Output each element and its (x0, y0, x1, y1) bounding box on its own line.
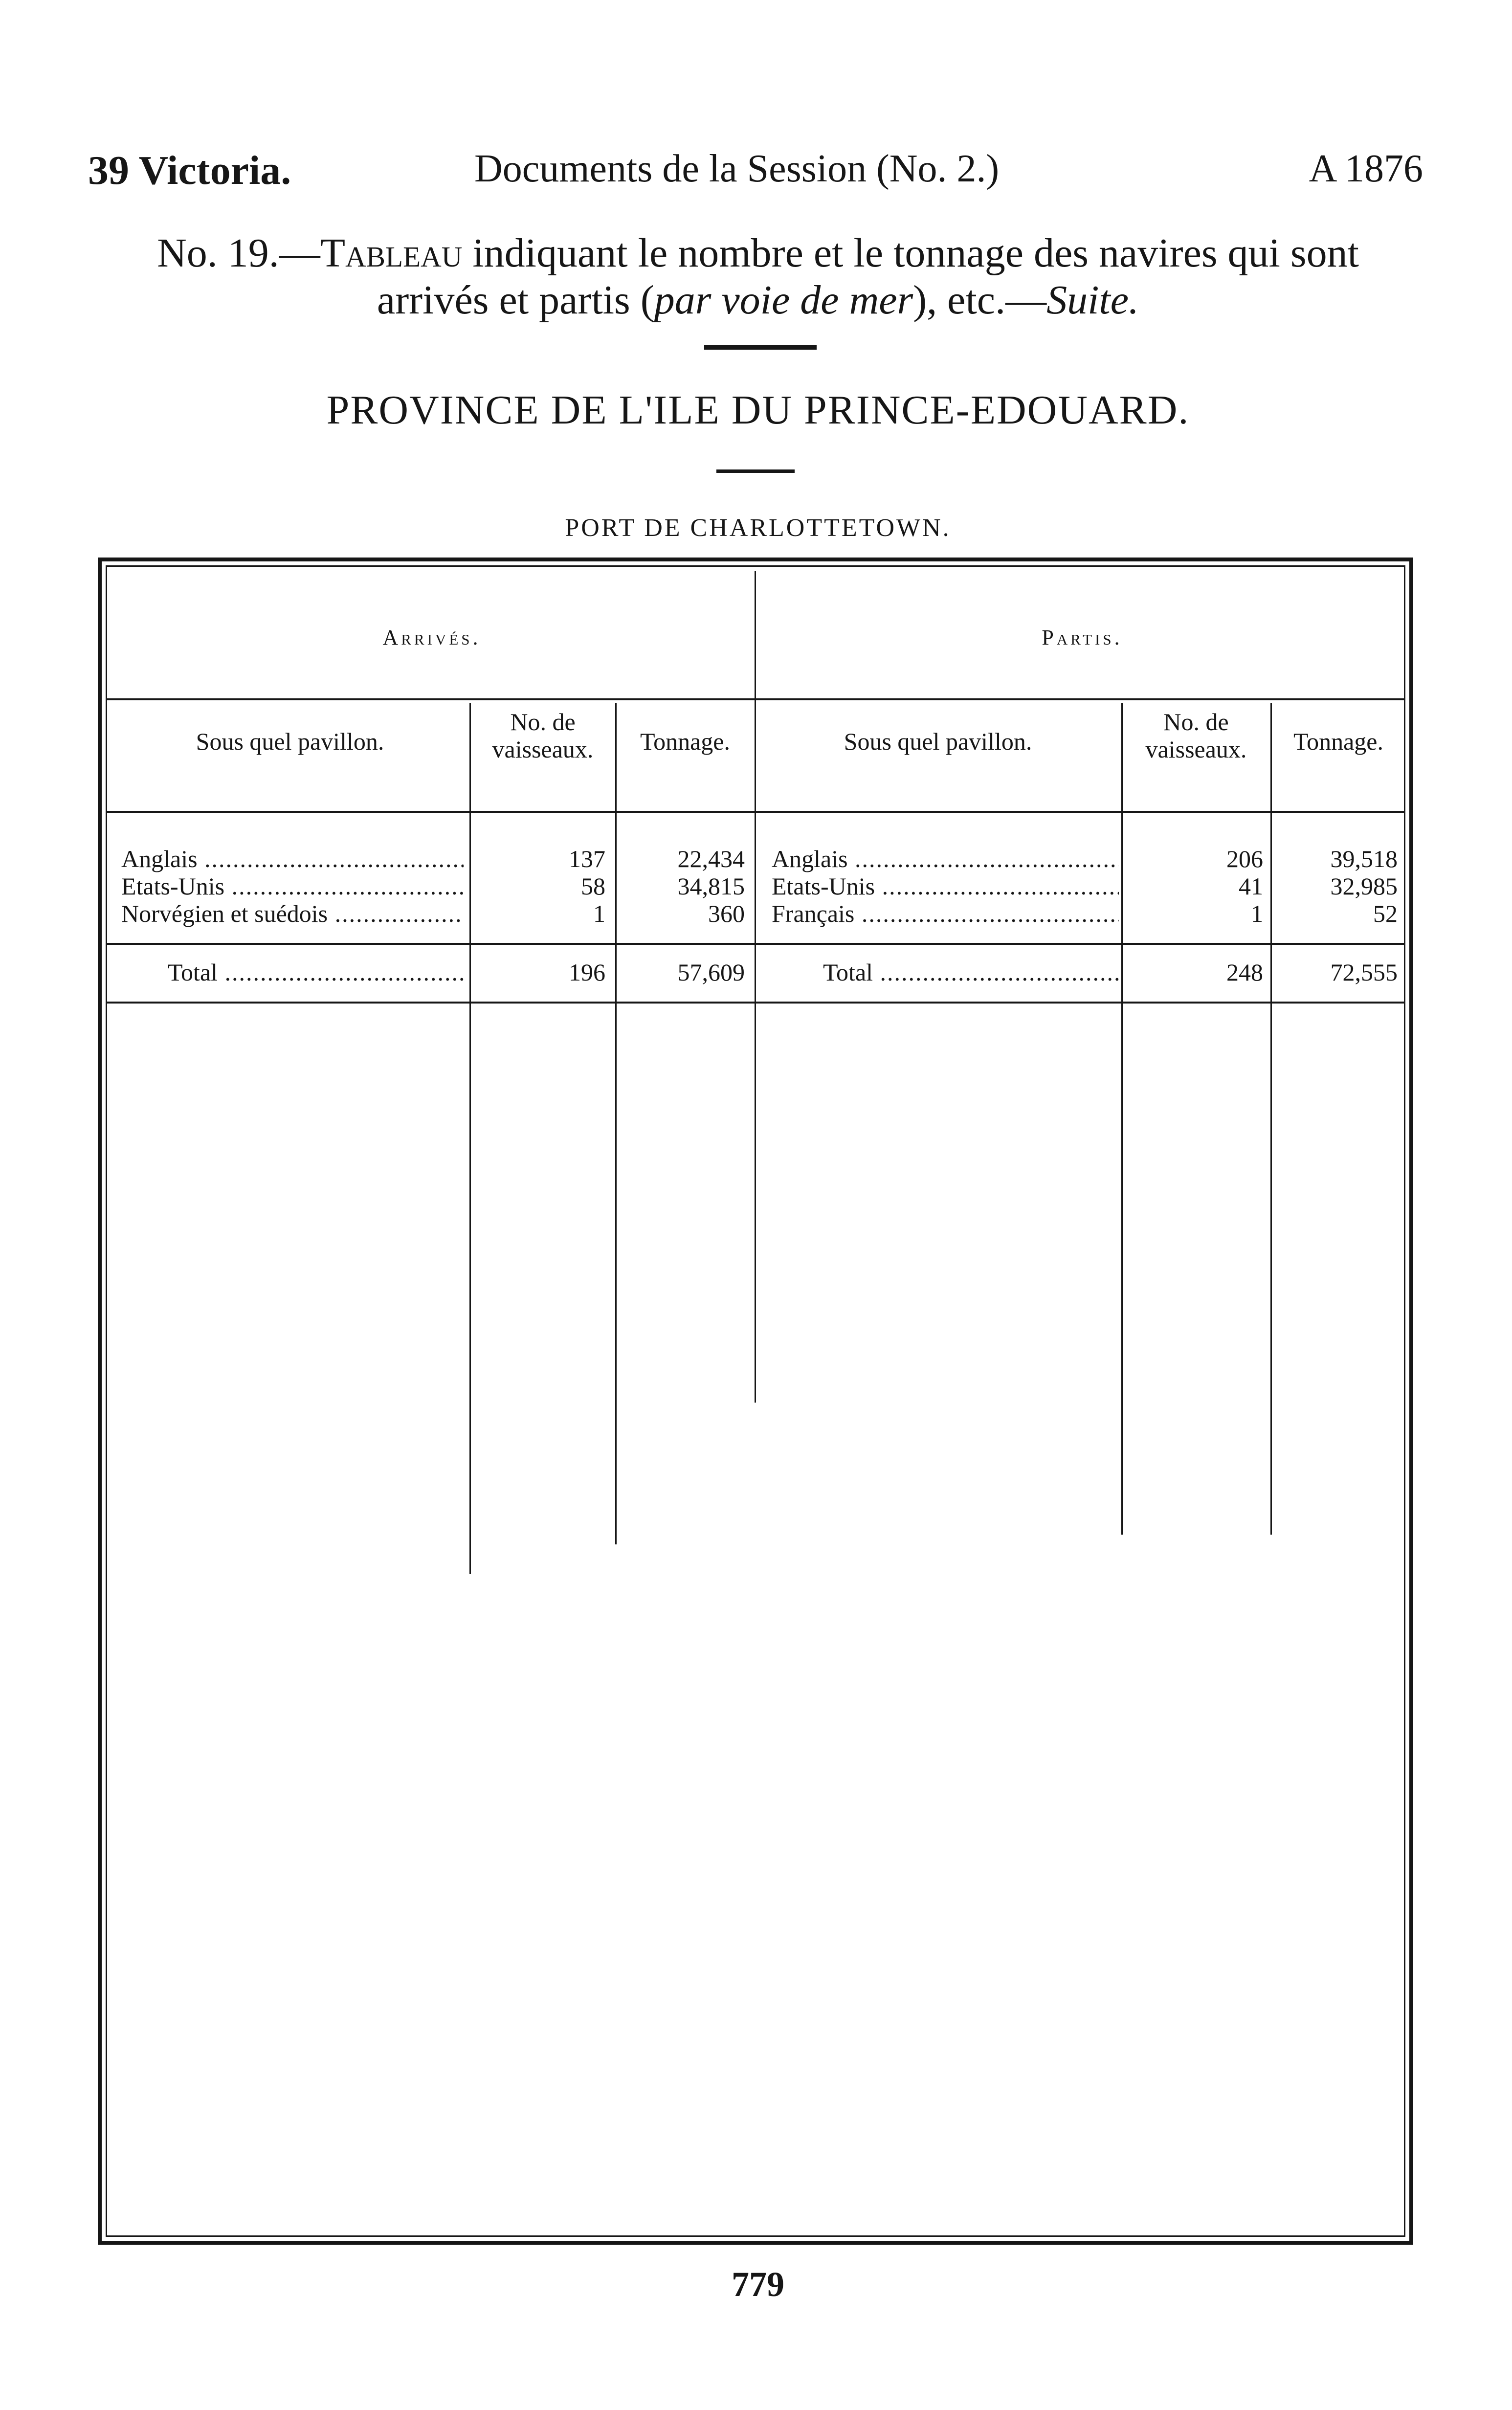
partis-col-tonnage: Tonnage. (1293, 728, 1383, 755)
arrives-col-vessels-line-1: No. de (510, 708, 576, 736)
partis-total-vessels: 248 (1226, 959, 1263, 986)
partis-total-row (757, 959, 1407, 986)
arrives-row-1-tonnage: 22,434 (677, 845, 745, 872)
partis-tonnage-divider (1270, 703, 1272, 1535)
arrives-row-2-vessels: 58 (581, 872, 605, 900)
partis-row-3 (757, 900, 1407, 927)
running-header (88, 147, 1423, 215)
title-suite: Suite. (1046, 277, 1139, 323)
arrives-total-label: Total ..... (168, 959, 464, 986)
arrives-col-tonnage: Tonnage. (640, 728, 730, 755)
arrives-row-1 (102, 845, 755, 872)
arrives-row-3-flag: Norvégien et suédois ..... (121, 900, 464, 927)
arrives-row-1-flag: Anglais ..... (121, 845, 464, 872)
partis-row-1-tonnage: 39,518 (1330, 845, 1398, 872)
arrives-row-2-flag: Etats-Unis ..... (121, 872, 464, 900)
arrives-col-vessels-line-2: vaisseaux. (492, 736, 594, 763)
table-title-line-1 (83, 230, 1433, 277)
partis-row-1-flag: Anglais ..... (772, 845, 1119, 872)
title-italic: par voie de mer (654, 277, 913, 323)
arrives-row-3-vessels: 1 (593, 900, 605, 927)
title-line-1-rest: indiquant le nombre et le tonnage des navires qui sont (462, 230, 1359, 276)
arrives-col-vessels (471, 708, 614, 763)
partis-row-2-flag: Etats-Unis ..... (772, 872, 1119, 900)
table-title-line-2 (83, 277, 1433, 324)
partis-total-tonnage: 72,555 (1330, 959, 1398, 986)
arrives-col-flag: Sous quel pavillon. (196, 728, 384, 755)
arrives-total-tonnage: 57,609 (677, 959, 745, 986)
partis-vessels-divider (1121, 703, 1123, 1535)
partis-col-vessels-line-1: No. de (1163, 708, 1229, 736)
province-rule (716, 469, 795, 473)
arrives-total-row (102, 959, 755, 986)
center-divider (755, 571, 756, 1403)
header-year: A 1876 (1309, 147, 1423, 190)
partis-row-1 (757, 845, 1407, 872)
partis-row-2-vessels: 41 (1239, 872, 1263, 900)
group-partis: Partis. (1042, 625, 1123, 649)
arrives-row-3 (102, 900, 755, 927)
header-session: Documents de la Session (No. 2.) (474, 147, 1000, 190)
partis-col-vessels-line-2: vaisseaux. (1145, 736, 1247, 763)
partis-row-1-vessels: 206 (1226, 845, 1263, 872)
partis-col-flag: Sous quel pavillon. (844, 728, 1032, 755)
page-number: 779 (732, 2265, 784, 2304)
group-arrives: Arrivés. (382, 625, 481, 649)
partis-col-vessels (1123, 708, 1269, 763)
province-heading: PROVINCE DE L'ILE DU PRINCE-EDOUARD. (326, 387, 1190, 433)
table-frame (98, 558, 1413, 2245)
table-word: Tableau (320, 230, 463, 276)
arrives-row-2 (102, 872, 755, 900)
port-heading: PORT DE CHARLOTTETOWN. (565, 514, 951, 542)
arrives-row-3-tonnage: 360 (708, 900, 745, 927)
title-line-2-mid: ), etc.— (913, 277, 1047, 323)
title-rule (704, 345, 817, 350)
arrives-row-1-vessels: 137 (569, 845, 605, 872)
arrives-row-2-tonnage: 34,815 (677, 872, 745, 900)
arrives-total-vessels: 196 (569, 959, 605, 986)
partis-row-3-tonnage: 52 (1373, 900, 1398, 927)
partis-total-label: Total ..... (823, 959, 1119, 986)
partis-row-2 (757, 872, 1407, 900)
header-volume: 39 Victoria. (88, 148, 291, 193)
title-line-2-start: arrivés et partis ( (377, 277, 654, 323)
table-number: No. 19.— (157, 230, 320, 276)
arrives-vessels-divider (469, 703, 471, 1574)
partis-row-3-vessels: 1 (1251, 900, 1263, 927)
partis-row-2-tonnage: 32,985 (1330, 872, 1398, 900)
partis-row-3-flag: Français ..... (772, 900, 1119, 927)
table-title (83, 230, 1433, 324)
arrives-tonnage-divider (615, 703, 617, 1544)
